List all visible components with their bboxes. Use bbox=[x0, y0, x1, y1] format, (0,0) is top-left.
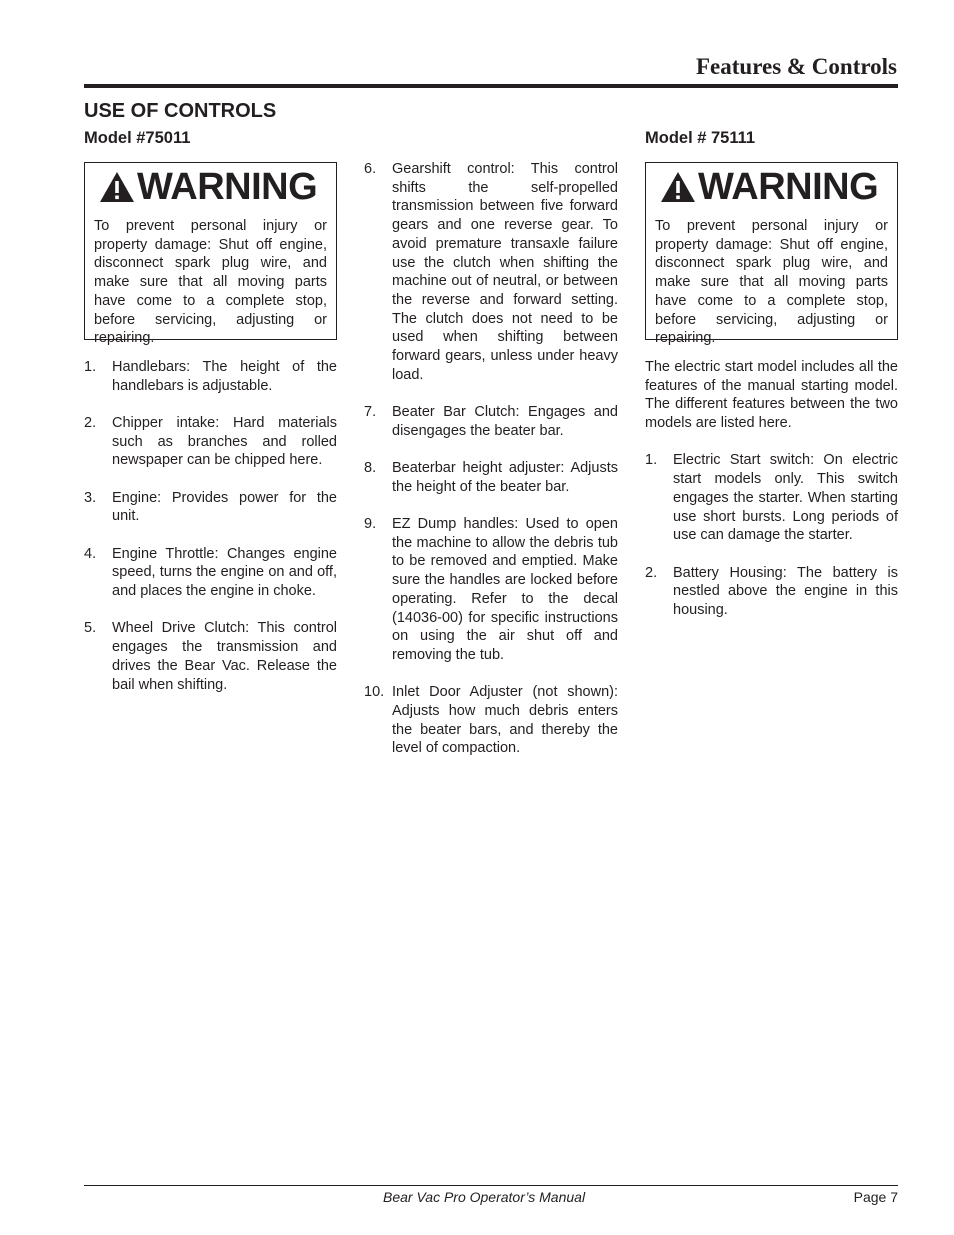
warning-text: To prevent personal injury or property damage: Shut off engine, disconnect spark plug wire, and make sure that all moving parts have come to a complete stop, before servicing, adjusting or repairing. bbox=[94, 218, 327, 347]
list-item: 6. Gearshift control: This control shifts the self-propelled transmission between five forward gears and one reverse gear. To avoid premature transaxle failure use the clutch when shifting the machine out of neutral, or between the reverse and forward setting. The clutch does not need to be used when shifting between forward gears, unless under heavy load. bbox=[364, 161, 618, 383]
list-item: 2. Chipper intake: Hard materials such as branches and rolled newspaper can be chipped here. bbox=[84, 415, 337, 469]
column-right bbox=[645, 162, 898, 638]
header-title: Features & Controls bbox=[695, 54, 897, 79]
list-item: 1. Electric Start switch: On electric start models only. This switch engages the starter. When starting use short bursts. Long periods of use can damage the starter. bbox=[645, 452, 898, 544]
section-title: USE OF CONTROLS bbox=[84, 100, 277, 122]
list-item: 1. Handlebars: The height of the handlebars is adjustable. bbox=[84, 359, 337, 394]
list-item: 3. Engine: Provides power for the unit. bbox=[84, 489, 337, 525]
list-item: 4. Engine Throttle: Changes engine speed, turns the engine on and off, and places the engine in choke. bbox=[84, 545, 337, 600]
list-item: 2. Battery Housing: The battery is nestled above the engine in this housing. bbox=[645, 564, 898, 618]
electric-start-intro: The electric start model includes all the features of the manual starting model. The different features between the two models are listed here. bbox=[645, 359, 898, 432]
model-title-left: Model #75011 bbox=[84, 129, 191, 147]
list-item: 8. Beaterbar height adjuster: Adjusts the height of the beater bar. bbox=[364, 460, 618, 495]
electric-features-list bbox=[645, 451, 898, 619]
warning-box-left bbox=[84, 162, 337, 347]
model-title-right: Model # 75111 bbox=[645, 129, 756, 147]
warning-text: To prevent personal injury or property damage: Shut off engine, disconnect spark plug wire, and make sure that all moving parts have come to a complete stop, before servicing, adjusting or repairing. bbox=[655, 218, 888, 347]
page-number: Page 7 bbox=[853, 1189, 898, 1205]
warning-triangle-icon bbox=[99, 171, 135, 203]
controls-list-b bbox=[364, 160, 618, 758]
warning-triangle-icon bbox=[660, 171, 696, 203]
list-item: 5. Wheel Drive Clutch: This control engages the transmission and drives the Bear Vac. Release the bail when shifting. bbox=[84, 620, 337, 693]
warning-box-right bbox=[645, 162, 898, 347]
warning-header bbox=[646, 163, 897, 211]
footer-rule bbox=[84, 1185, 898, 1186]
warning-header bbox=[85, 163, 336, 211]
column-middle bbox=[364, 160, 618, 777]
list-item: 9. EZ Dump handles: Used to open the machine to allow the debris tub to be removed and emptied. Make sure the handles are locked before operating. Refer to the decal (14036-00) for specific instructions on using the air shut off and removing the tub. bbox=[364, 516, 618, 663]
list-item: 10. Inlet Door Adjuster (not shown): Adjusts how much debris enters the beater bars, and thereby the level of compaction. bbox=[364, 684, 618, 757]
header-rule bbox=[84, 84, 898, 88]
warning-label: WARNING bbox=[698, 166, 879, 208]
controls-list-a bbox=[84, 358, 337, 694]
footer-manual-title: Bear Vac Pro Operator’s Manual bbox=[383, 1189, 586, 1205]
list-item: 7. Beater Bar Clutch: Engages and disengages the beater bar. bbox=[364, 404, 618, 439]
warning-label: WARNING bbox=[137, 166, 318, 208]
column-left bbox=[84, 162, 337, 713]
